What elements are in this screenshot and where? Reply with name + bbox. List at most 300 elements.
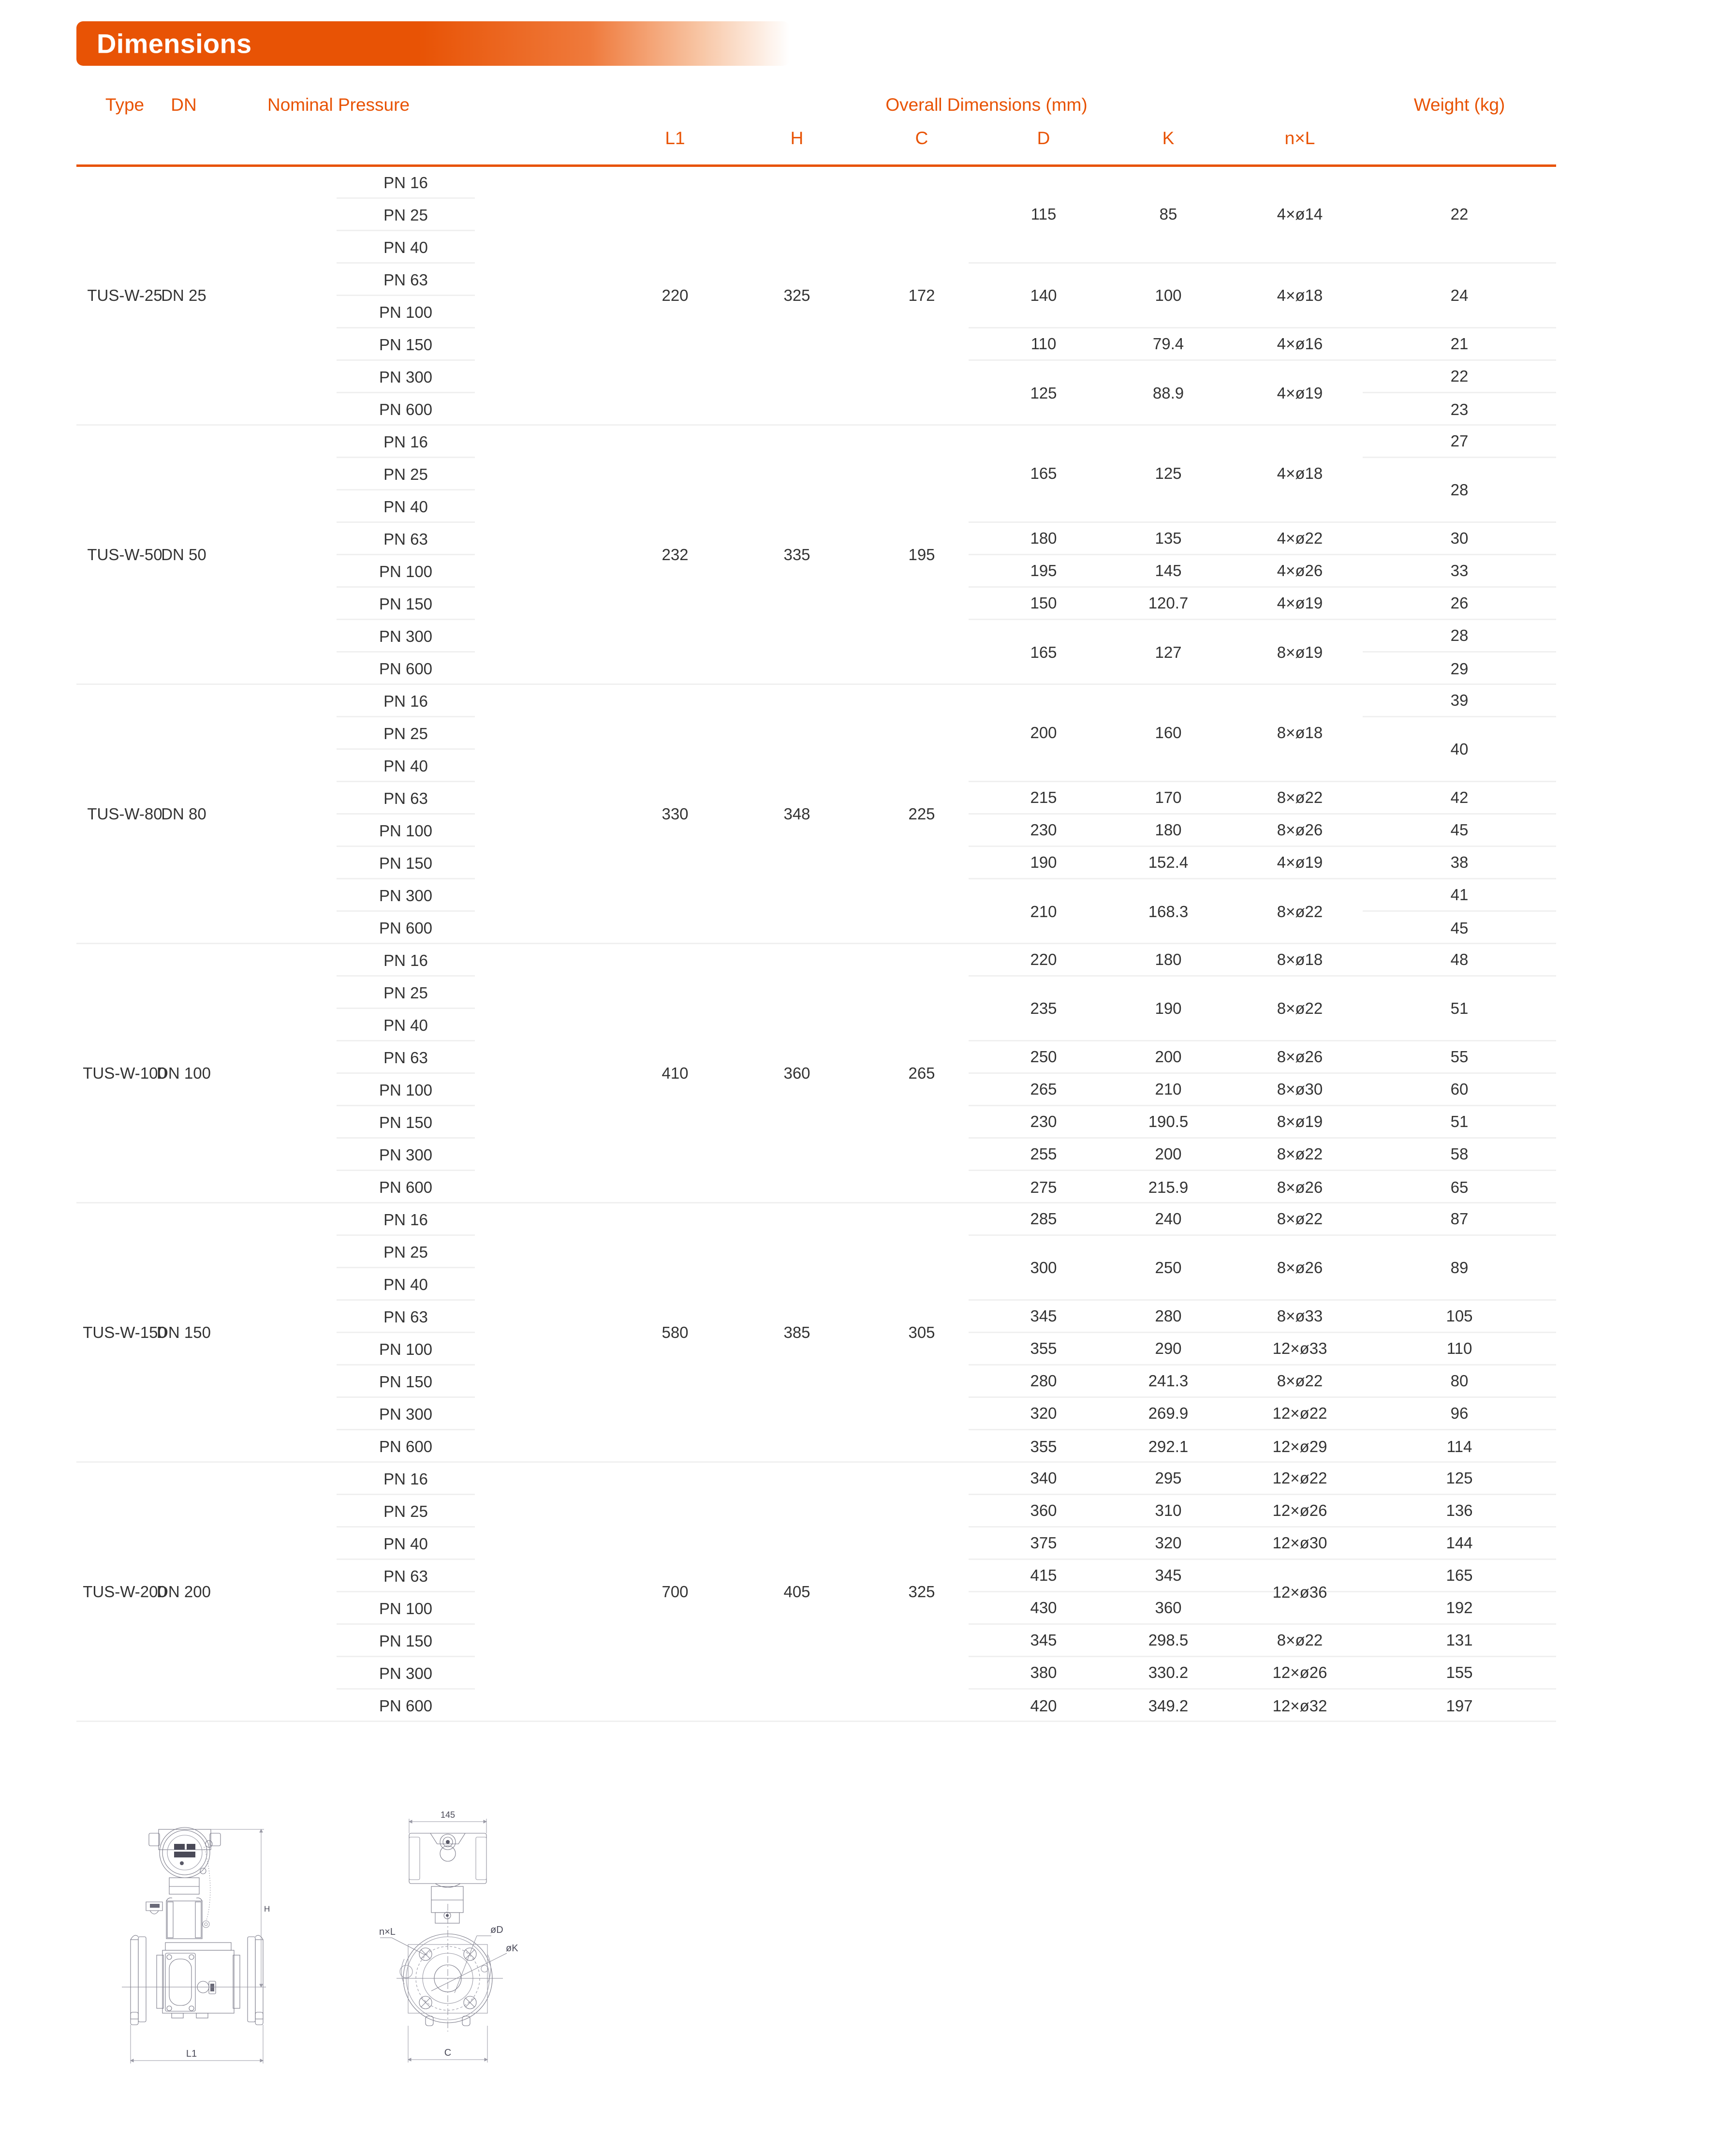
cell-k: 180 [1155,821,1182,839]
cell-k: 215.9 [1148,1178,1189,1196]
cell-nxl: 12×ø26 [1272,1663,1327,1681]
cell-weight: 192 [1446,1599,1473,1617]
cell-dn: DN 25 [161,286,206,304]
cell-weight: 22 [1450,367,1469,385]
cell-nominal-pressure: PN 25 [337,458,475,490]
cell-weight: 110 [1446,1339,1472,1357]
technical-drawings [87,1799,522,2090]
nominal-pressure-column [337,1203,475,1463]
cell-weight: 125 [1446,1469,1473,1487]
cell-d: 300 [1030,1258,1057,1276]
weight-row [1363,1074,1556,1106]
cell-nxl: 8×ø26 [1277,821,1323,839]
weight-row [1363,426,1556,458]
cell-k: 240 [1155,1210,1182,1228]
cell-nxl: 12×ø32 [1272,1696,1327,1715]
col-header-h: H [790,128,804,148]
weight-row [1363,523,1556,555]
cell-type: TUS-W-80 [87,804,162,823]
cell-nxl: 12×ø22 [1272,1469,1327,1487]
col-header-nominal-pressure: Nominal Pressure [267,95,410,115]
cell-weight: 96 [1450,1404,1469,1422]
cell-weight: 26 [1450,594,1469,612]
cell-nominal-pressure: PN 150 [337,1365,475,1398]
cell-type: TUS-W-150 [83,1323,167,1341]
cell-k: 135 [1155,529,1182,547]
cell-k: 360 [1155,1599,1182,1617]
col-header-k: K [1162,128,1175,148]
cell-k: 320 [1155,1534,1182,1552]
weight-row [1363,1657,1556,1690]
front-l1-dimension-label: L1 [186,2048,197,2059]
cell-nominal-pressure: PN 600 [379,919,433,937]
weight-column [1363,1463,1556,1722]
cell-nxl: 4×ø26 [1277,562,1323,579]
weight-row [1363,1463,1556,1495]
cell-d: 165 [1030,464,1057,482]
cell-l1: 580 [662,1323,689,1341]
weight-row [1363,620,1556,653]
col-header-l1: L1 [665,128,685,148]
cell-d: 345 [1030,1307,1057,1325]
weight-row [1363,1430,1556,1463]
cell-nominal-pressure: PN 16 [337,944,475,977]
cell-nominal-pressure: PN 40 [337,1528,475,1560]
cell-h: 325 [783,286,810,304]
cell-k: 298.5 [1148,1631,1189,1649]
cell-nxl: 4×ø18 [1277,464,1323,482]
cell-k: 190.5 [1148,1113,1189,1130]
cell-l1: 700 [662,1582,689,1601]
cell-nominal-pressure: PN 600 [379,401,433,418]
cell-k: 241.3 [1148,1372,1189,1390]
page-title: Dimensions [97,28,252,59]
cell-weight: 131 [1446,1631,1473,1649]
cell-d: 115 [1030,205,1057,223]
cell-nominal-pressure: PN 300 [337,879,475,912]
table-header [76,83,1556,166]
col-header-type: Type [105,95,145,115]
cell-nxl: 4×ø19 [1277,384,1323,402]
col-header-nxl: n×L [1284,128,1315,148]
cell-k: 152.4 [1148,853,1189,871]
cell-nominal-pressure: PN 600 [379,1178,433,1196]
cell-weight: 136 [1446,1501,1473,1519]
cell-k: 349.2 [1148,1696,1189,1715]
cell-nxl: 8×ø22 [1277,1631,1323,1649]
cell-c: 195 [908,545,935,564]
cell-nxl: 8×ø18 [1277,724,1323,742]
weight-row [1363,685,1556,717]
cell-nominal-pressure: PN 150 [337,328,475,361]
weight-row [1363,944,1556,977]
cell-type: TUS-W-25 [87,286,162,304]
weight-row [1363,1365,1556,1398]
table-row-group [76,1203,1556,1463]
cell-nominal-pressure: PN 100 [337,1592,475,1625]
cell-nxl: 8×ø19 [1277,643,1323,661]
cell-h: 405 [783,1582,810,1601]
weight-row [1363,977,1556,1041]
side-d-label: øD [490,1925,503,1935]
cell-nxl: 12×ø22 [1272,1404,1327,1422]
cell-weight: 22 [1450,205,1469,223]
cell-d: 190 [1030,853,1057,871]
cell-k: 127 [1155,643,1182,661]
cell-d: 420 [1030,1696,1057,1715]
cell-weight: 39 [1450,691,1469,709]
cell-d: 280 [1030,1372,1057,1390]
cell-weight: 29 [1450,659,1469,678]
cell-nominal-pressure: PN 16 [337,1203,475,1236]
weight-column [1363,1203,1556,1463]
cell-dn: DN 200 [157,1582,211,1601]
weight-column [1363,944,1556,1203]
cell-nxl: 4×ø19 [1277,594,1323,612]
cell-k: 120.7 [1148,594,1189,612]
col-header-c: C [915,128,928,148]
weight-row [1363,1236,1556,1301]
cell-nominal-pressure: PN 100 [337,296,475,328]
cell-nxl: 8×ø26 [1277,1178,1323,1196]
cell-d: 150 [1030,594,1057,612]
cell-nxl: 12×ø30 [1272,1534,1327,1552]
cell-c: 172 [908,286,935,304]
cell-k: 160 [1155,724,1182,742]
cell-weight: 87 [1450,1210,1469,1228]
cell-nxl: 8×ø22 [1277,1210,1323,1228]
cell-k: 180 [1155,950,1182,968]
cell-nxl: 4×ø19 [1277,853,1323,871]
col-header-overall-dimensions: Overall Dimensions (mm) [885,95,1088,115]
cell-l1: 220 [662,286,689,304]
cell-weight: 51 [1450,1113,1469,1130]
weight-row [1363,555,1556,588]
section-banner [76,21,790,66]
cell-weight: 155 [1446,1663,1473,1681]
cell-nominal-pressure: PN 16 [337,426,475,458]
side-width-dimension-label: 145 [440,1810,456,1820]
cell-nominal-pressure: PN 150 [337,1625,475,1657]
cell-nominal-pressure: PN 300 [337,361,475,393]
cell-weight: 33 [1450,562,1469,579]
cell-k: 269.9 [1148,1404,1189,1422]
cell-weight: 60 [1450,1080,1469,1098]
cell-l1: 232 [662,545,689,564]
weight-row [1363,815,1556,847]
cell-weight: 28 [1450,626,1469,644]
cell-nxl: 8×ø30 [1277,1080,1323,1098]
cell-d: 180 [1030,529,1057,547]
weight-row [1363,166,1556,264]
cell-d: 110 [1030,335,1057,353]
cell-c: 305 [908,1323,935,1341]
cell-weight: 89 [1450,1258,1469,1276]
cell-d: 345 [1030,1631,1057,1649]
cell-nxl: 8×ø33 [1277,1307,1323,1325]
cell-nominal-pressure: PN 100 [337,1333,475,1365]
cell-weight: 27 [1450,432,1469,450]
weight-row [1363,782,1556,815]
weight-row [1363,328,1556,361]
cell-nominal-pressure: PN 150 [337,588,475,620]
nominal-pressure-column [337,944,475,1203]
cell-nxl: 8×ø22 [1277,903,1323,920]
weight-row [1363,361,1556,393]
cell-k: 79.4 [1152,335,1184,353]
cell-nominal-pressure: PN 100 [337,1074,475,1106]
cell-weight: 30 [1450,529,1469,547]
weight-row [1363,1495,1556,1528]
weight-row [1363,1041,1556,1074]
cell-weight: 38 [1450,853,1469,871]
weight-row [1363,912,1556,944]
cell-nominal-pressure: PN 300 [337,1398,475,1430]
cell-c: 325 [908,1582,935,1601]
cell-nominal-pressure: PN 40 [337,1268,475,1301]
cell-k: 280 [1155,1307,1182,1325]
cell-weight: 28 [1450,480,1469,499]
cell-d: 255 [1030,1145,1057,1163]
side-nxl-label: n×L [379,1927,396,1937]
cell-nxl: 8×ø18 [1277,950,1323,968]
cell-l1: 330 [662,804,689,823]
cell-d: 210 [1030,903,1057,920]
cell-weight: 165 [1446,1566,1473,1584]
weight-row [1363,1203,1556,1236]
weight-row [1363,1592,1556,1625]
cell-dn: DN 150 [157,1323,211,1341]
cell-nxl: 4×ø22 [1277,529,1323,547]
cell-dn: DN 80 [161,804,206,823]
cell-h: 335 [783,545,810,564]
cell-nxl: 8×ø22 [1277,1145,1323,1163]
table-row-group [76,166,1556,426]
cell-nominal-pressure: PN 25 [337,717,475,750]
weight-row [1363,1301,1556,1333]
cell-nominal-pressure: PN 150 [337,847,475,879]
cell-weight: 65 [1450,1178,1469,1196]
cell-nxl: 4×ø16 [1277,335,1323,353]
weight-row [1363,1560,1556,1592]
cell-k: 100 [1155,286,1182,304]
cell-k: 125 [1155,464,1182,482]
cell-nxl: 8×ø22 [1277,999,1323,1017]
cell-weight: 41 [1450,886,1469,904]
cell-nominal-pressure: PN 300 [337,1139,475,1171]
table-row-group [76,426,1556,685]
cell-l1: 410 [662,1064,689,1082]
weight-row [1363,1528,1556,1560]
cell-nxl: 12×ø33 [1272,1339,1327,1357]
cell-h: 360 [783,1064,810,1082]
cell-d: 220 [1030,950,1057,968]
cell-d: 165 [1030,643,1057,661]
cell-type: TUS-W-100 [83,1064,167,1082]
cell-c: 265 [908,1064,935,1082]
weight-row [1363,1625,1556,1657]
cell-weight: 51 [1450,999,1469,1017]
cell-weight: 45 [1450,821,1469,839]
cell-k: 310 [1155,1501,1182,1519]
cell-k: 168.3 [1148,903,1189,920]
cell-d: 250 [1030,1048,1057,1066]
cell-nominal-pressure: PN 63 [337,1041,475,1074]
cell-nominal-pressure: PN 25 [337,199,475,231]
table-row-group [76,1463,1556,1722]
cell-h: 348 [783,804,810,823]
cell-weight: 48 [1450,950,1469,968]
cell-dn: DN 50 [161,545,206,564]
cell-nominal-pressure: PN 63 [337,264,475,296]
cell-type: TUS-W-50 [87,545,162,564]
weight-row [1363,653,1556,685]
cell-d: 195 [1030,562,1057,579]
cell-d: 285 [1030,1210,1057,1228]
cell-weight: 144 [1446,1534,1473,1552]
cell-weight: 42 [1450,788,1469,806]
cell-k: 145 [1155,562,1182,579]
cell-nominal-pressure: PN 25 [337,1495,475,1528]
cell-d: 360 [1030,1501,1057,1519]
cell-nominal-pressure: PN 300 [337,620,475,653]
cell-d: 215 [1030,788,1057,806]
cell-nominal-pressure: PN 25 [337,977,475,1009]
weight-row [1363,264,1556,328]
cell-d: 230 [1030,821,1057,839]
table-row-group [76,685,1556,944]
cell-k: 345 [1155,1566,1182,1584]
cell-nominal-pressure: PN 600 [379,1697,433,1715]
cell-weight: 55 [1450,1048,1469,1066]
cell-weight: 24 [1450,286,1469,304]
cell-d: 230 [1030,1113,1057,1130]
cell-nxl: 8×ø26 [1277,1048,1323,1066]
cell-weight: 23 [1450,400,1469,418]
weight-row [1363,393,1556,426]
col-header-d: D [1037,128,1050,148]
cell-d: 375 [1030,1534,1057,1552]
cell-nominal-pressure: PN 100 [337,815,475,847]
cell-d: 200 [1030,724,1057,742]
side-k-label: øK [506,1943,518,1954]
weight-row [1363,1171,1556,1203]
side-c-dimension-label: C [444,2048,452,2058]
table-body [76,166,1556,1722]
weight-row [1363,588,1556,620]
cell-weight: 80 [1450,1372,1469,1390]
cell-d: 340 [1030,1469,1057,1487]
cell-nxl: 8×ø26 [1277,1258,1323,1276]
cell-nominal-pressure: PN 600 [379,660,433,678]
cell-k: 295 [1155,1469,1182,1487]
cell-nominal-pressure: PN 25 [337,1236,475,1268]
cell-nominal-pressure: PN 63 [337,523,475,555]
cell-d: 320 [1030,1404,1057,1422]
weight-row [1363,1690,1556,1722]
cell-nominal-pressure: PN 63 [337,1560,475,1592]
cell-d: 125 [1030,384,1057,402]
side-flange-drawing [358,1799,522,2080]
nominal-pressure-column [337,685,475,944]
cell-nxl: 8×ø19 [1277,1113,1323,1130]
weight-row [1363,1106,1556,1139]
weight-row [1363,717,1556,782]
dimensions-table [76,83,1556,1722]
cell-d: 235 [1030,999,1057,1017]
cell-nxl: 8×ø22 [1277,1372,1323,1390]
nominal-pressure-column [337,426,475,685]
cell-k: 200 [1155,1048,1182,1066]
nominal-pressure-column [337,1463,475,1722]
weight-row [1363,458,1556,523]
cell-weight: 21 [1450,335,1469,353]
cell-nxl: 12×ø26 [1272,1501,1327,1519]
cell-d: 380 [1030,1663,1057,1681]
cell-k: 200 [1155,1145,1182,1163]
weight-row [1363,879,1556,912]
cell-d: 140 [1030,286,1057,304]
cell-k: 250 [1155,1258,1182,1276]
cell-nominal-pressure: PN 16 [337,685,475,717]
cell-d: 415 [1030,1566,1057,1584]
col-header-dn: DN [171,95,197,115]
cell-d: 430 [1030,1599,1057,1617]
weight-row [1363,1333,1556,1365]
front-elevation-drawing [102,1799,276,2080]
cell-d: 355 [1030,1339,1057,1357]
cell-k: 85 [1159,205,1177,223]
cell-d: 275 [1030,1178,1057,1196]
cell-d: 355 [1030,1437,1057,1455]
cell-nominal-pressure: PN 16 [337,166,475,199]
cell-k: 330.2 [1148,1663,1189,1681]
cell-nominal-pressure: PN 40 [337,750,475,782]
cell-d: 265 [1030,1080,1057,1098]
cell-k: 290 [1155,1339,1182,1357]
cell-weight: 45 [1450,919,1469,937]
weight-column [1363,426,1556,685]
cell-dn: DN 100 [157,1064,211,1082]
weight-column [1363,166,1556,426]
cell-weight: 105 [1446,1307,1473,1325]
cell-k: 190 [1155,999,1182,1017]
front-h-dimension-label: H [264,1904,270,1914]
cell-nominal-pressure: PN 300 [337,1657,475,1690]
cell-nominal-pressure: PN 150 [337,1106,475,1139]
cell-nominal-pressure: PN 40 [337,490,475,523]
cell-k: 88.9 [1152,384,1184,402]
nominal-pressure-column [337,166,475,426]
weight-row [1363,1398,1556,1430]
cell-nominal-pressure: PN 40 [337,231,475,264]
cell-c: 225 [908,804,935,823]
cell-nominal-pressure: PN 63 [337,782,475,815]
col-header-weight: Weight (kg) [1413,95,1505,115]
cell-nominal-pressure: PN 40 [337,1009,475,1041]
cell-k: 170 [1155,788,1182,806]
cell-weight: 40 [1450,740,1469,758]
cell-nominal-pressure: PN 63 [337,1301,475,1333]
cell-nxl: 12×ø29 [1272,1437,1327,1455]
weight-column [1363,685,1556,944]
cell-k: 210 [1155,1080,1182,1098]
cell-nxl: 12×ø36 [1272,1583,1327,1601]
table-row-group [76,944,1556,1203]
cell-nominal-pressure: PN 600 [379,1438,433,1455]
weight-row [1363,1139,1556,1171]
cell-nominal-pressure: PN 100 [337,555,475,588]
